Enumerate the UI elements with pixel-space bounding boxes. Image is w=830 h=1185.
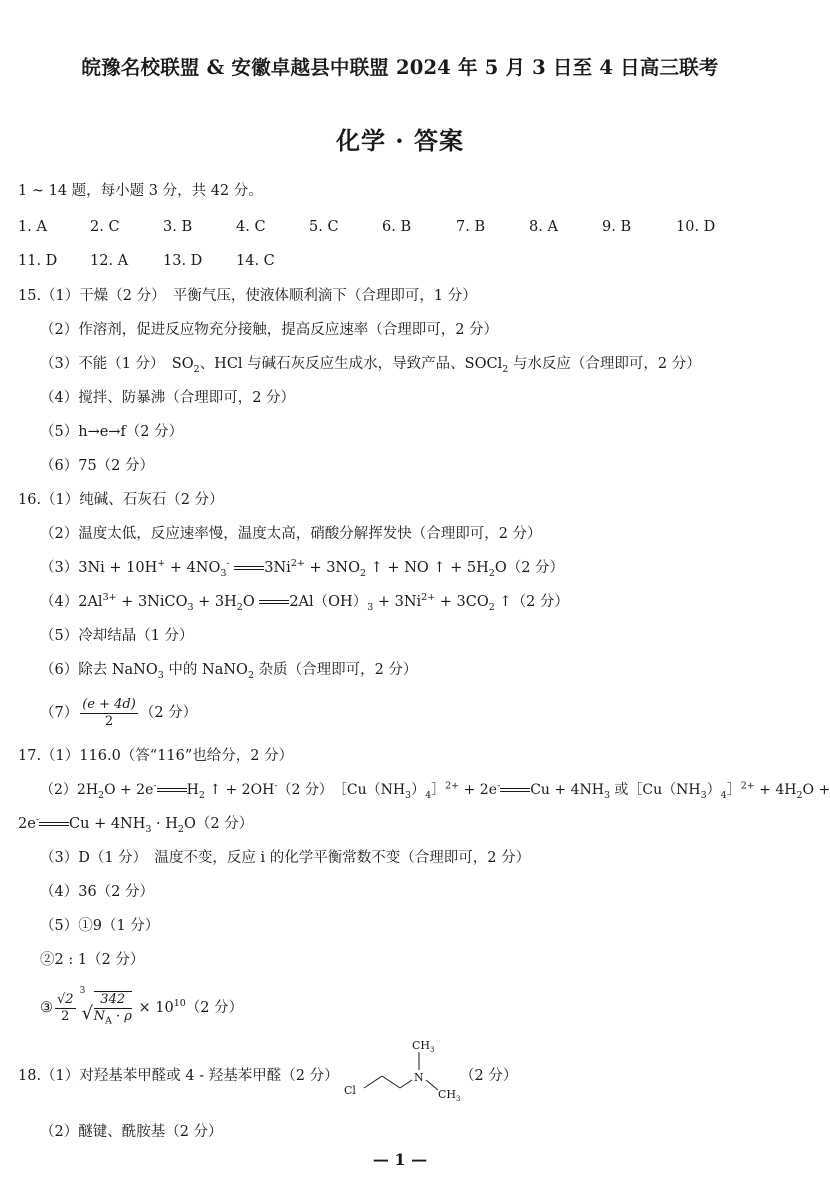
q17-line2: $(2)2H_2O + 2e^-$ $H_2$ ↑ + 2OH-（2 分） $[Cu(NH_3)_4]^{2+} + 2e^-$ $Cu + 4NH_3$ 或$[Cu(NH_3)_4]^{2+} + 4H_2O$ + [40,780,830,801]
q15-line6: （6）75（2 分） [40,458,155,474]
bond-line [400,1080,412,1088]
mc-answer: 13. D [163,253,203,269]
equal-arrow-icon [39,819,69,829]
mc-answer: 6. B [382,219,412,235]
q17-line4: （3）D（1 分） 温度不变，反应 i 的化学平衡常数不变（合理即可，2 分） [40,850,531,866]
mc-answer: 5. C [309,219,339,235]
fraction: $\frac{√2}{2}$ [57,991,74,1024]
q18-line2: （2）醚键、酰胺基（2 分） [40,1124,223,1140]
q18-structure-score: （2 分） [460,1068,518,1084]
equal-arrow-icon [157,785,187,795]
mc-answer: 3. B [163,219,193,235]
q15-line3: （3）不能（1 分） $SO_2$、HCl 与碱石灰反应生成水，导致产品、SOCl$_2$ 与水反应（合理即可，2 分） [40,356,701,375]
equal-arrow-icon [259,597,289,607]
q17-line8: ③ $\frac{√2}{2}$ 3 √ $\frac{342}{N_A \cdot \rho}$ × $10^{10}(2$ 分） [40,988,243,1028]
mc-answer: 10. D [676,219,716,235]
q17-line1: 17.（1）116.0（答“116”也给分，2 分） [18,748,294,764]
q15-line1: 15.（1）干燥（2 分） 平衡气压，使液体顺利滴下（合理即可，1 分） [18,288,477,304]
equal-arrow-icon [234,563,264,573]
q15-line2: （2）作溶剂，促进反应物充分接触，提高反应速率（合理即可，2 分） [40,322,499,338]
mc-answer: 7. B [456,219,486,235]
q15-line4: （4）搅拌、防暴沸（合理即可，2 分） [40,390,296,406]
page-number: — 1 — [372,1150,428,1169]
atom-ch3-top: $CH_3$ [412,1039,435,1054]
exam-title: 皖豫名校联盟 & 安徽卓越县中联盟 2024 年 5 月 3 日至 4 日高三联考 [81,56,719,79]
atom-n: N [414,1071,424,1084]
radical-icon: √ [81,1003,94,1024]
subject-title: 化学 · 答案 [335,126,465,155]
mc-heading: 1 ~ 14 题，每小题 3 分，共 42 分。 [18,183,263,199]
q16-line1: 16.（1）纯碱、石灰石（2 分） [18,492,224,508]
chemical-structure [340,1038,470,1108]
bond-line [382,1076,400,1088]
mc-answer: 12. A [90,253,129,269]
atom-ch3-right: $CH_3$ [438,1088,461,1103]
q17-line3: 2e- $Cu + 4NH_3 \cdot H_2O(2$ 分） [18,814,254,835]
q16-line4: $(4)2Al^{3+}$ + 3NiCO$_3$ + $3H_2O$ $2Al(OH)_3 + 3Ni^{2+} + 3CO_2$ ↑（2 分） [40,592,569,613]
mc-answer: 8. A [529,219,558,235]
equal-arrow-icon [500,785,530,795]
mc-answer: 1. A [18,219,47,235]
atom-cl: Cl [344,1084,356,1097]
q17-line7: ②2 : 1（2 分） [40,952,145,968]
bond-line [364,1076,382,1088]
mc-answer: 14. C [236,253,275,269]
q16-line6: （6）除去 NaNO$_3$ 中的 NaNO$_2$ 杂质（合理即可，2 分） [40,662,418,681]
mc-answer: 2. C [90,219,120,235]
bond-line [426,1080,438,1090]
fraction: $\frac{(e + 4d)}{2}$ [82,696,136,729]
q17-line5: （4）36（2 分） [40,884,155,900]
mc-answer: 4. C [236,219,266,235]
q16-line2: （2）温度太低，反应速率慢，温度太高，硝酸分解挥发快（合理即可，2 分） [40,526,542,542]
q18-line1: 18.（1）对羟基苯甲醛或 4 - 羟基苯甲醛（2 分） [18,1068,339,1084]
mc-answer: 9. B [602,219,632,235]
cube-root: 3 √ $\frac{342}{N_A \cdot \rho}$ [78,988,134,1028]
q16-line3: $(3)3Ni + 10H^+ + 4NO_3^-$ $3Ni^{2+} + 3NO_2$ ↑ + NO ↑ + $5H_2O(2$ 分） [40,558,565,579]
q16-line7: （7） $\frac{(e + 4d)}{2}$ （2 分） [40,696,198,729]
q17-line6: （5）①9（1 分） [40,918,160,934]
mc-answer: 11. D [18,253,58,269]
q15-line5: （5）h→e→f（2 分） [40,424,184,440]
q16-line5: （5）冷却结晶（1 分） [40,628,194,644]
